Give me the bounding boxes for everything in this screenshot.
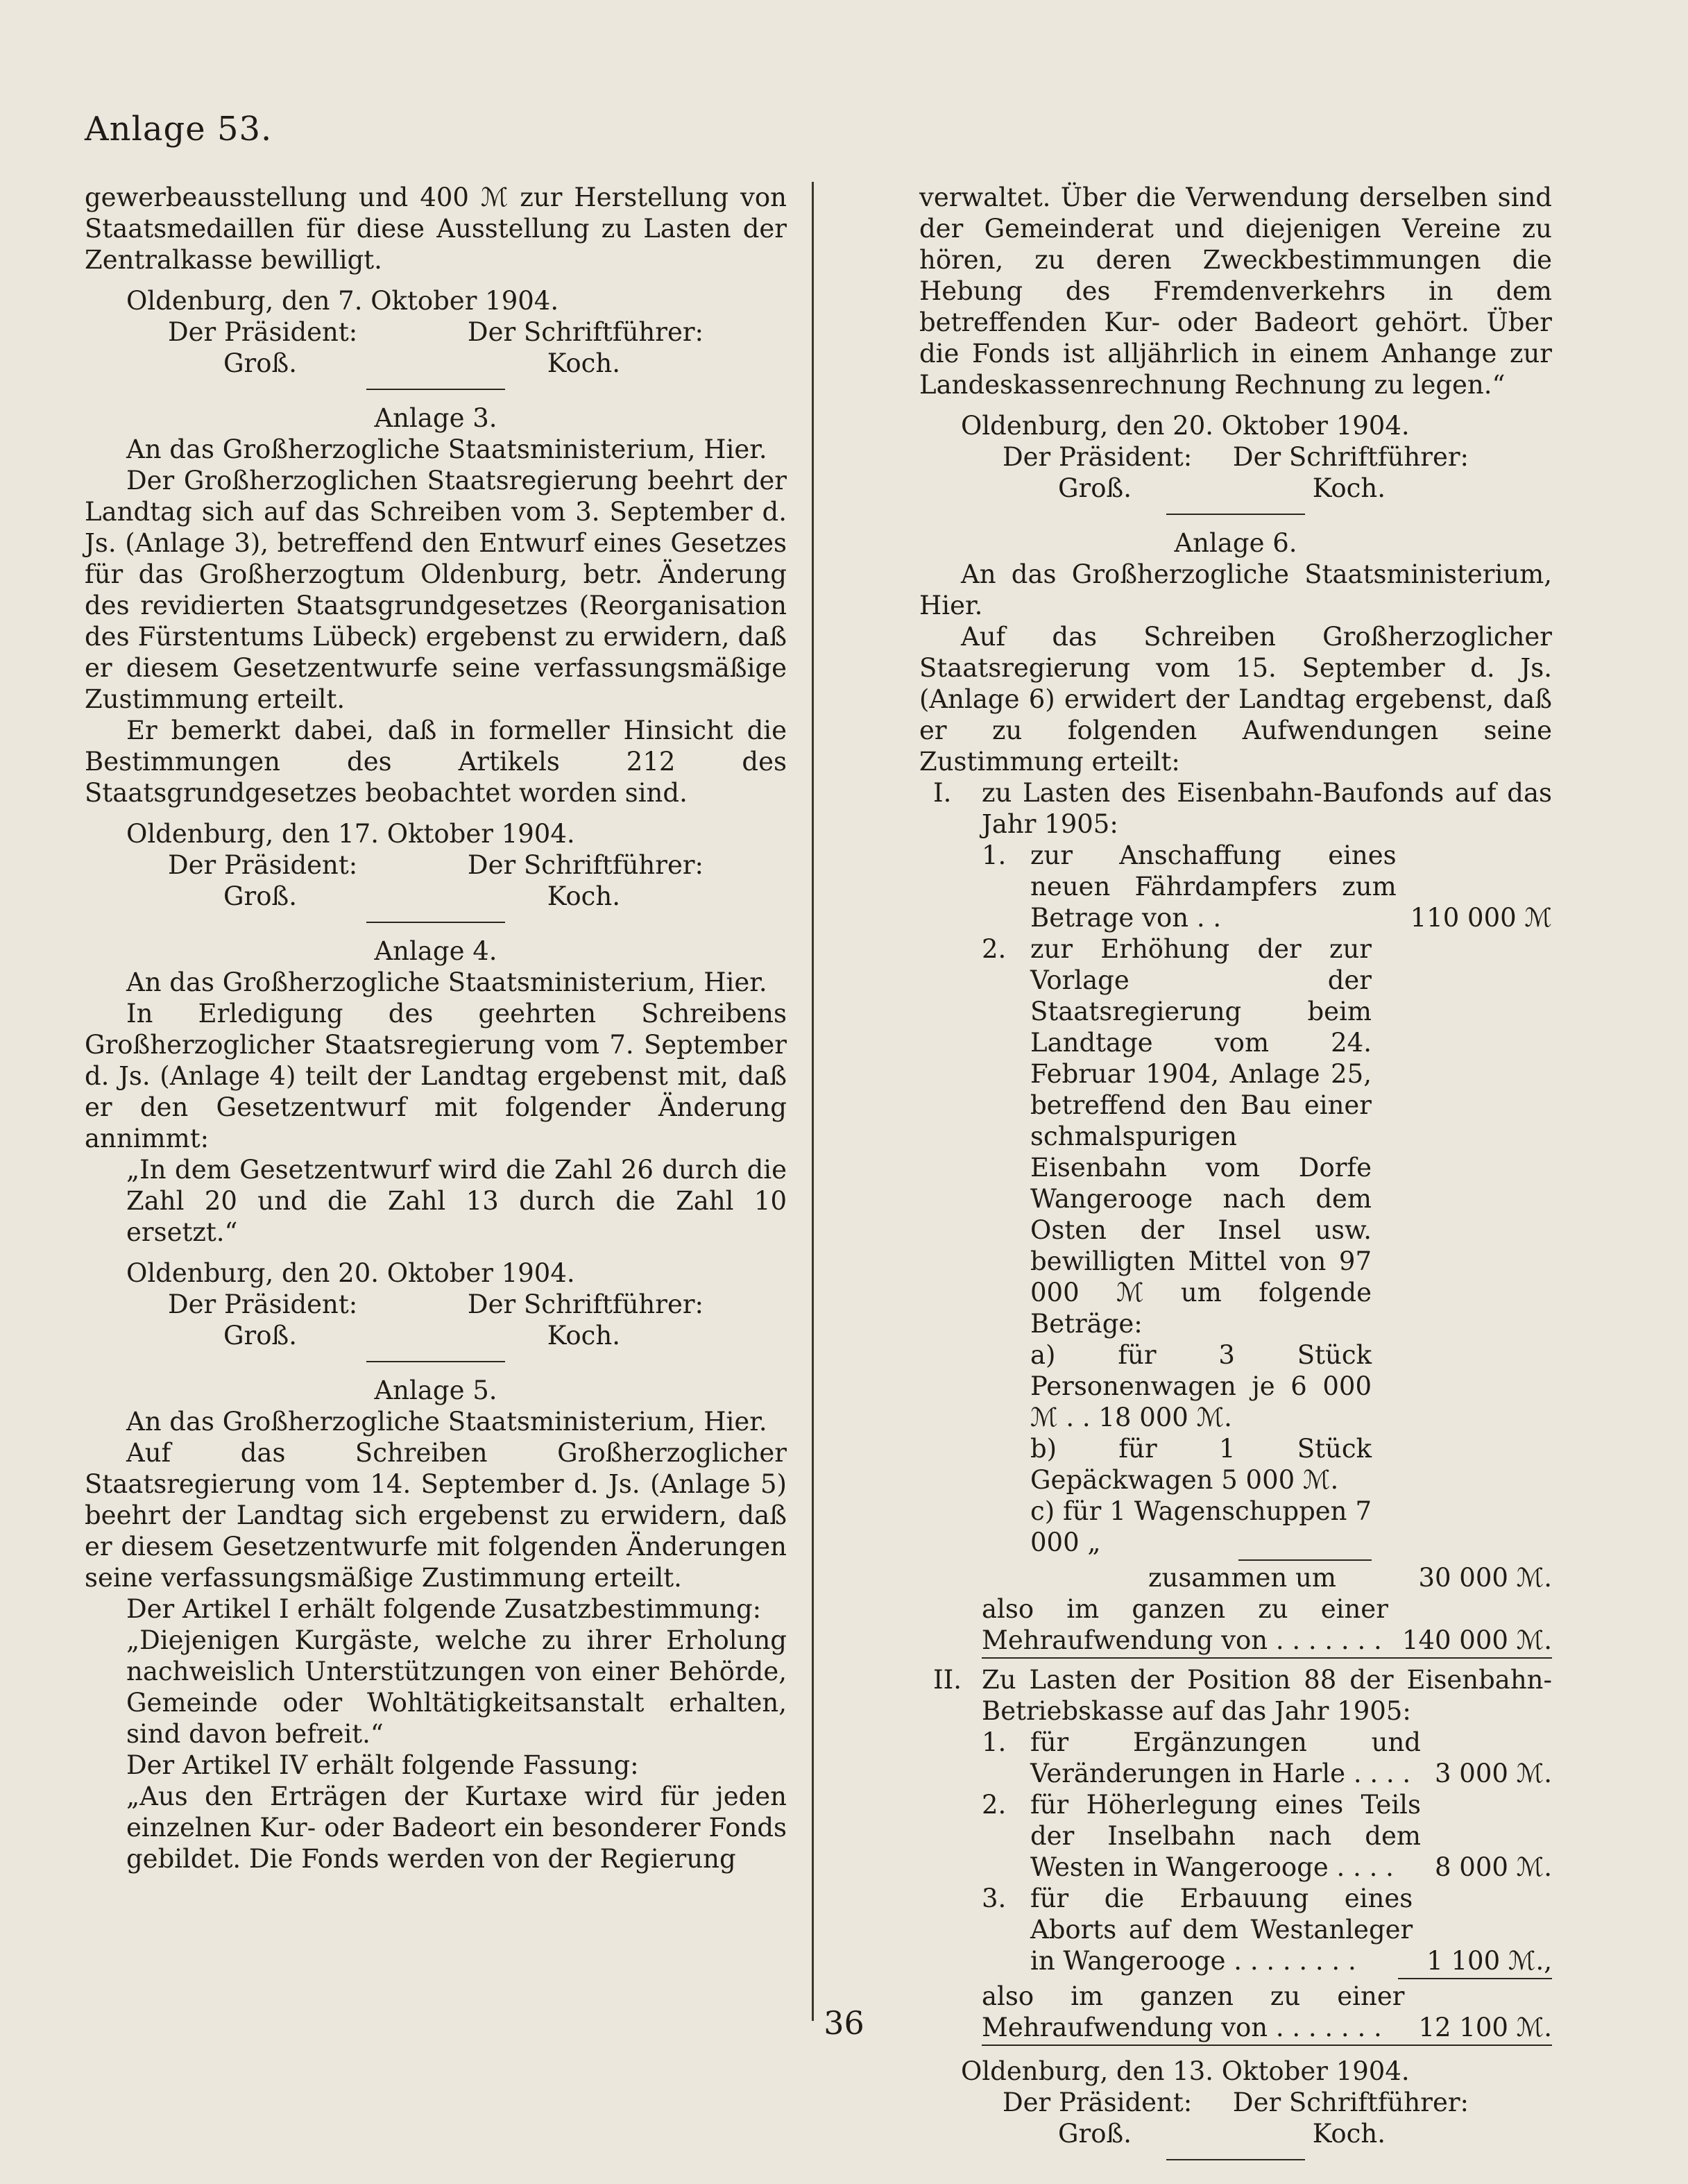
- secretary-label: Der Schriftführer:: [467, 317, 704, 347]
- section-title: Anlage 3.: [374, 403, 497, 433]
- secretary-name: Koch.: [547, 348, 620, 378]
- section-title: Anlage 5.: [374, 1375, 497, 1405]
- item-number: 1.: [982, 840, 1007, 870]
- body-paragraph: Der Großherzoglichen Staatsregierung beehrt der Landtag sich auf das Schreiben vom 3. September d. Js. (Anlage 3), betreffend den Entwurf eines Gesetzes für das Großherzogtum Oldenburg, betr. Änderung des revidierten Staatsgrundgesetzes (Reorganisation des Fürstentums Lübeck) ergebenst zu erwidern, daß er diesem Gesetzentwurfe seine verfassungsmäßige Zustimmung erteilt.: [85, 466, 787, 714]
- item-text: [1030, 840, 1552, 933]
- signature-names: [85, 348, 787, 379]
- item-amount: 8 000 ℳ.: [1434, 1852, 1552, 1882]
- item-amount: 110 000 ℳ: [1410, 903, 1552, 933]
- total-line: [933, 1593, 1552, 1656]
- secretary-name: Koch.: [1312, 2119, 1386, 2149]
- item-number: 2.: [982, 934, 1007, 964]
- president-label: Der Präsident:: [168, 317, 358, 347]
- address-line: An das Großherzogliche Staatsministerium, Hier.: [126, 1407, 767, 1437]
- item-text: [1030, 1789, 1552, 1883]
- president-name: Groß.: [223, 348, 297, 378]
- list-item: [982, 1789, 1552, 1883]
- president-label: Der Präsident:: [1003, 442, 1193, 472]
- item-description: zur Anschaffung eines neuen Fährdampfers zum Betrage von . .: [1030, 840, 1397, 933]
- president-label: Der Präsident:: [168, 850, 358, 880]
- sum-rule: [1398, 1978, 1552, 1979]
- address-line: An das Großherzogliche Staatsministerium, Hier.: [126, 967, 767, 997]
- left-column: [85, 182, 787, 1874]
- president-label: Der Präsident:: [168, 1289, 358, 1319]
- subtotal-amount: 30 000 ℳ.: [1418, 1563, 1552, 1593]
- page-header: Anlage 53.: [85, 110, 273, 149]
- signature-labels: [85, 316, 787, 348]
- continuation-paragraph: verwaltet. Über die Verwendung derselben sind der Gemeinderat und diejenigen Vereine zu hören, zu deren Zweckbestimmungen die Hebung des Fremdenverkehrs in dem betreffenden Kur- oder Badeort gehört. Über die Fonds ist alljährlich in einem Anhange zur Landeskassenrechnung Rechnung zu legen.“: [919, 183, 1552, 400]
- secretary-name: Koch.: [547, 1321, 620, 1351]
- item-number: 1.: [982, 1727, 1007, 1757]
- signature-names: [919, 2118, 1552, 2149]
- president-name: Groß.: [1058, 473, 1132, 503]
- sum-rule: [982, 2045, 1552, 2046]
- section-divider: [366, 1361, 505, 1362]
- item-number: II.: [933, 1665, 962, 1695]
- section-divider: [366, 389, 505, 390]
- address-line: An das Großherzogliche Staatsministerium, Hier.: [919, 559, 1552, 620]
- body-paragraph: In Erledigung des geehrten Schreibens Großherzoglicher Staatsregierung vom 7. September d. Js. (Anlage 4) teilt der Landtag ergebenst mit, daß er den Gesetzentwurf mit folgender Änderung annimmt:: [85, 999, 787, 1153]
- total-amount: 140 000 ℳ.: [1401, 1625, 1552, 1655]
- right-column: [919, 182, 1552, 2173]
- item-number: 2.: [982, 1790, 1007, 1820]
- sub-sublist: [982, 1339, 1552, 1561]
- body-paragraph: Er bemerkt dabei, daß in formeller Hinsicht die Bestimmungen des Artikels 212 des Staatsgrundgesetzes beobachtet worden sind.: [85, 716, 787, 808]
- quoted-amendment: „Diejenigen Kurgäste, welche zu ihrer Erholung nachweislich Unterstützungen von einer Behörde, Gemeinde oder Wohltätigkeitsanstalt erhalten, sind davon befreit.“: [126, 1625, 787, 1749]
- total-amount: 12 100 ℳ.: [1418, 2013, 1552, 2042]
- sum-rule: [1238, 1559, 1372, 1561]
- president-name: Groß.: [223, 1321, 297, 1351]
- list-item: [933, 777, 1552, 840]
- intro-paragraph: gewerbeausstellung und 400 ℳ zur Herstellung von Staatsmedaillen für diese Ausstellung zu Lasten der Zentralkasse bewilligt.: [85, 183, 787, 275]
- body-paragraph: Auf das Schreiben Großherzoglicher Staatsregierung vom 15. September d. Js. (Anlage 6) erwidert der Landtag ergebenst, daß er zu folgenden Aufwendungen seine Zustimmung erteilt:: [919, 622, 1552, 777]
- list-item: [933, 1664, 1552, 1727]
- president-name: Groß.: [1058, 2119, 1132, 2149]
- secretary-label: Der Schriftführer:: [467, 850, 704, 880]
- section-title: Anlage 6.: [1174, 528, 1297, 558]
- item-description: für die Erbauung eines Aborts auf dem Westanleger in Wangerooge . . . . . . . .: [1030, 1884, 1413, 1976]
- item-description: für Ergänzungen und Veränderungen in Harle . . . .: [1030, 1727, 1421, 1788]
- expenditure-list: [919, 777, 1552, 2046]
- section-title: Anlage 4.: [374, 936, 497, 966]
- signature-labels: [919, 441, 1552, 473]
- item-text: zu Lasten des Eisenbahn-Baufonds auf das Jahr 1905:: [982, 778, 1552, 839]
- president-name: Groß.: [223, 881, 297, 911]
- total-label: also im ganzen zu einer Mehraufwendung von . . . . . . .: [982, 1594, 1388, 1655]
- address-line: An das Großherzogliche Staatsministerium, Hier.: [126, 434, 767, 464]
- list-item: c) für 1 Wagenschuppen 7 000 „: [1030, 1496, 1372, 1557]
- signature-labels: [919, 2087, 1552, 2118]
- signature-labels: [85, 1289, 787, 1320]
- list-item: a) für 3 Stück Personenwagen je 6 000 ℳ . . 18 000 ℳ.: [1030, 1340, 1372, 1432]
- sum-rule: [982, 1657, 1552, 1659]
- item-description: zur Erhöhung der zur Vorlage der Staatsregierung beim Landtage vom 24. Februar 1904, Anlage 25, betreffend den Bau einer schmalspurigen Eisenbahn vom Dorfe Wangerooge nach dem Osten der Insel usw. bewilligten Mittel von 97 000 ℳ um folgende Beträge:: [1030, 934, 1372, 1339]
- item-text: [1030, 1883, 1552, 1976]
- sublist: [933, 840, 1552, 1593]
- list-item: [982, 1883, 1552, 1976]
- signature-date: Oldenburg, den 7. Oktober 1904.: [126, 286, 559, 316]
- subtotal-line: [982, 1562, 1552, 1593]
- item-description: für Höherlegung eines Teils der Inselbahn nach dem Westen in Wangerooge . . . .: [1030, 1790, 1421, 1882]
- body-paragraph: Der Artikel IV erhält folgende Fassung:: [126, 1750, 639, 1780]
- signature-names: [919, 473, 1552, 504]
- signature-date: Oldenburg, den 20. Oktober 1904.: [961, 411, 1410, 441]
- signature-date: Oldenburg, den 20. Oktober 1904.: [126, 1258, 575, 1288]
- item-number: 3.: [982, 1884, 1007, 1913]
- page-number: 36: [824, 2004, 864, 2042]
- list-item: b) für 1 Stück Gepäckwagen 5 000 ℳ.: [1030, 1434, 1372, 1495]
- president-label: Der Präsident:: [1003, 2088, 1193, 2117]
- item-text: Zu Lasten der Position 88 der Eisenbahn-Betriebskasse auf das Jahr 1905:: [982, 1665, 1552, 1726]
- body-paragraph: Der Artikel I erhält folgende Zusatzbestimmung:: [126, 1594, 762, 1624]
- list-item: [982, 840, 1552, 933]
- secretary-label: Der Schriftführer:: [1232, 2088, 1469, 2117]
- quoted-amendment: „Aus den Erträgen der Kurtaxe wird für jeden einzelnen Kur- oder Badeort ein besonderer Fonds gebildet. Die Fonds werden von der Regierung: [126, 1781, 787, 1874]
- section-divider: [1166, 514, 1305, 515]
- signature-date: Oldenburg, den 17. Oktober 1904.: [126, 819, 575, 849]
- quoted-amendment: „In dem Gesetzentwurf wird die Zahl 26 durch die Zahl 20 und die Zahl 13 durch die Zahl 10 ersetzt.“: [126, 1155, 787, 1247]
- secretary-name: Koch.: [547, 881, 620, 911]
- list-item: [982, 933, 1552, 1339]
- subtotal-label: zusammen um: [1148, 1563, 1336, 1593]
- signature-date: Oldenburg, den 13. Oktober 1904.: [961, 2056, 1410, 2086]
- section-divider: [1166, 2159, 1305, 2160]
- signature-labels: [85, 849, 787, 881]
- body-paragraph: Auf das Schreiben Großherzoglicher Staatsregierung vom 14. September d. Js. (Anlage 5) beehrt der Landtag sich ergebenst zu erwidern, daß er diesem Gesetzentwurfe mit folgenden Änderungen seine verfassungsmäßige Zustimmung erteilt.: [85, 1438, 787, 1593]
- item-amount: 1 100 ℳ.,: [1426, 1946, 1552, 1976]
- signature-names: [85, 1320, 787, 1351]
- signature-names: [85, 881, 787, 912]
- list-item: [982, 1727, 1552, 1789]
- sublist: [933, 1727, 1552, 1979]
- item-text: [1030, 1727, 1552, 1789]
- secretary-label: Der Schriftführer:: [467, 1289, 704, 1319]
- column-divider: [812, 182, 814, 2021]
- item-number: I.: [933, 778, 952, 808]
- section-divider: [366, 922, 505, 923]
- total-label: also im ganzen zu einer Mehraufwendung von . . . . . . .: [982, 1981, 1405, 2042]
- secretary-name: Koch.: [1312, 473, 1386, 503]
- item-amount: 3 000 ℳ.: [1434, 1759, 1552, 1788]
- secretary-label: Der Schriftführer:: [1232, 442, 1469, 472]
